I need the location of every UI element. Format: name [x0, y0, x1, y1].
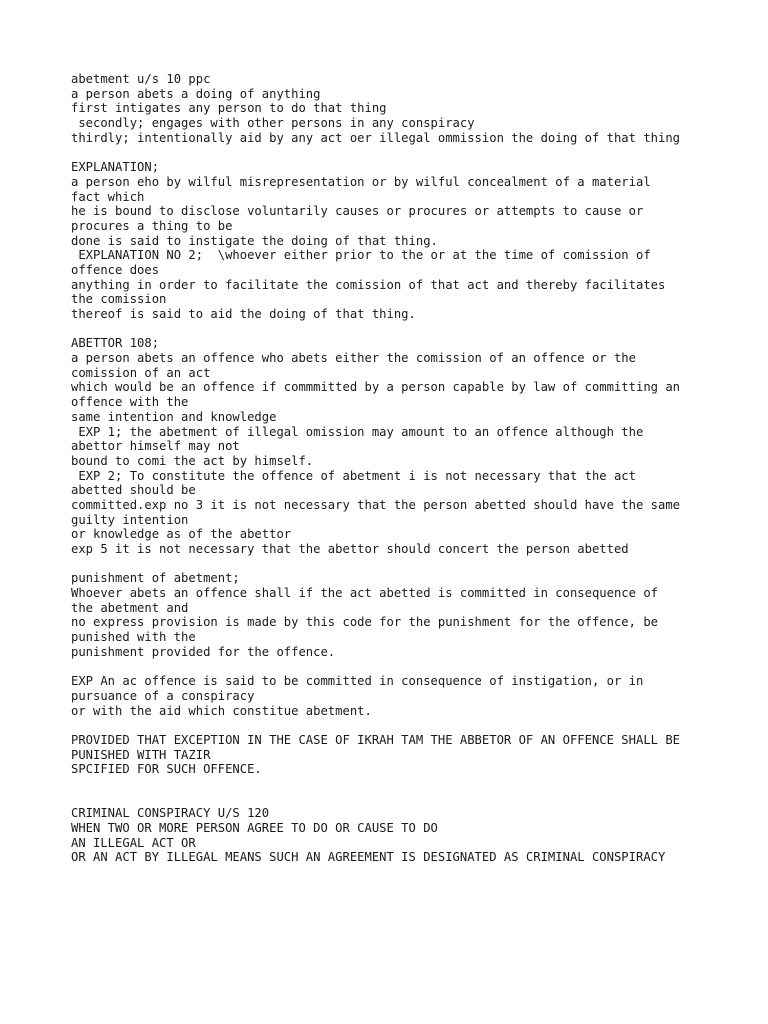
document-line: fact which	[71, 189, 145, 204]
document-line: EXPLANATION;	[71, 160, 160, 175]
document-line: same intention and knowledge	[71, 409, 277, 424]
document-line: EXP 1; the abetment of illegal omission may amount to an offence although the	[71, 424, 644, 439]
document-line: WHEN TWO OR MORE PERSON AGREE TO DO OR CAUSE TO DO	[71, 821, 438, 836]
document-line: a person abets an offence who abets either the comission of an offence or the	[71, 351, 636, 366]
document-line: AN ILLEGAL ACT OR	[71, 835, 196, 850]
document-line: first intigates any person to do that thing	[71, 101, 387, 116]
document-line: EXP 2; To constitute the offence of abetment i is not necessary that the act	[71, 468, 636, 483]
blank-line	[71, 777, 751, 792]
document-line: ABETTOR 108;	[71, 336, 160, 351]
document-line: offence with the	[71, 395, 189, 410]
document-line: he is bound to disclose voluntarily causes or procures or attempts to cause or	[71, 204, 644, 219]
document-line: a person eho by wilful misrepresentation or by wilful concealment of a material	[71, 174, 651, 189]
blank-line	[71, 145, 751, 160]
document-line: comission of an act	[71, 365, 211, 380]
document-line: EXPLANATION NO 2; \whoever either prior to the or at the time of comission of	[71, 248, 651, 263]
document-line: thereof is said to aid the doing of that thing.	[71, 307, 416, 321]
document-line: offence does	[71, 262, 160, 277]
document-line: Whoever abets an offence shall if the act abetted is committed in consequence of	[71, 586, 658, 601]
document-line: exp 5 it is not necessary that the abettor should concert the person abetted	[71, 542, 629, 556]
document-line: anything in order to facilitate the comission of that act and thereby facilitates	[71, 277, 666, 292]
document-line: abettor himself may not	[71, 439, 240, 454]
document-line: PUNISHED WITH TAZIR	[71, 747, 211, 762]
document-line: abetted should be	[71, 483, 196, 498]
document-line: secondly; engages with other persons in any conspiracy	[71, 116, 475, 131]
document-line: EXP An ac offence is said to be committed in consequence of instigation, or in	[71, 674, 644, 689]
document-line: bound to comi the act by himself.	[71, 453, 314, 468]
blank-line	[71, 792, 751, 807]
document-line: procures a thing to be	[71, 218, 233, 233]
document-line: done is said to instigate the doing of that thing.	[71, 233, 438, 248]
document-line: PROVIDED THAT EXCEPTION IN THE CASE OF IKRAH TAM THE ABBETOR OF AN OFFENCE SHALL BE	[71, 732, 681, 747]
document-line: which would be an offence if commmitted by a person capable by law of committing an	[71, 380, 681, 395]
document-line: a person abets a doing of anything	[71, 86, 321, 101]
document-line: no express provision is made by this code for the punishment for the offence, be	[71, 615, 658, 630]
document-body	[71, 72, 751, 865]
document-line: or knowledge as of the abettor	[71, 527, 292, 542]
blank-line	[71, 660, 751, 675]
blank-line	[71, 322, 751, 337]
document-line: punished with the	[71, 630, 196, 645]
document-line: the abetment and	[71, 600, 189, 615]
document-line: thirdly; intentionally aid by any act oer illegal ommission the doing of that thing	[71, 130, 681, 145]
document-line: punishment provided for the offence.	[71, 644, 336, 659]
blank-line	[71, 718, 751, 733]
document-line: the comission	[71, 292, 167, 307]
document-line: pursuance of a conspiracy	[71, 688, 255, 703]
document-line: SPCIFIED FOR SUCH OFFENCE.	[71, 762, 262, 777]
document-line: CRIMINAL CONSPIRACY U/S 120	[71, 806, 270, 821]
document-line: punishment of abetment;	[71, 571, 240, 586]
document-line: OR AN ACT BY ILLEGAL MEANS SUCH AN AGREEMENT IS DESIGNATED AS CRIMINAL CONSPIRACY	[71, 850, 666, 865]
blank-line	[71, 557, 751, 572]
document-line: guilty intention	[71, 512, 189, 527]
document-line: abetment u/s 10 ppc	[71, 72, 211, 86]
document-line: committed.exp no 3 it is not necessary that the person abetted should have the same	[71, 497, 681, 512]
document-line: or with the aid which constitue abetment.	[71, 703, 372, 718]
